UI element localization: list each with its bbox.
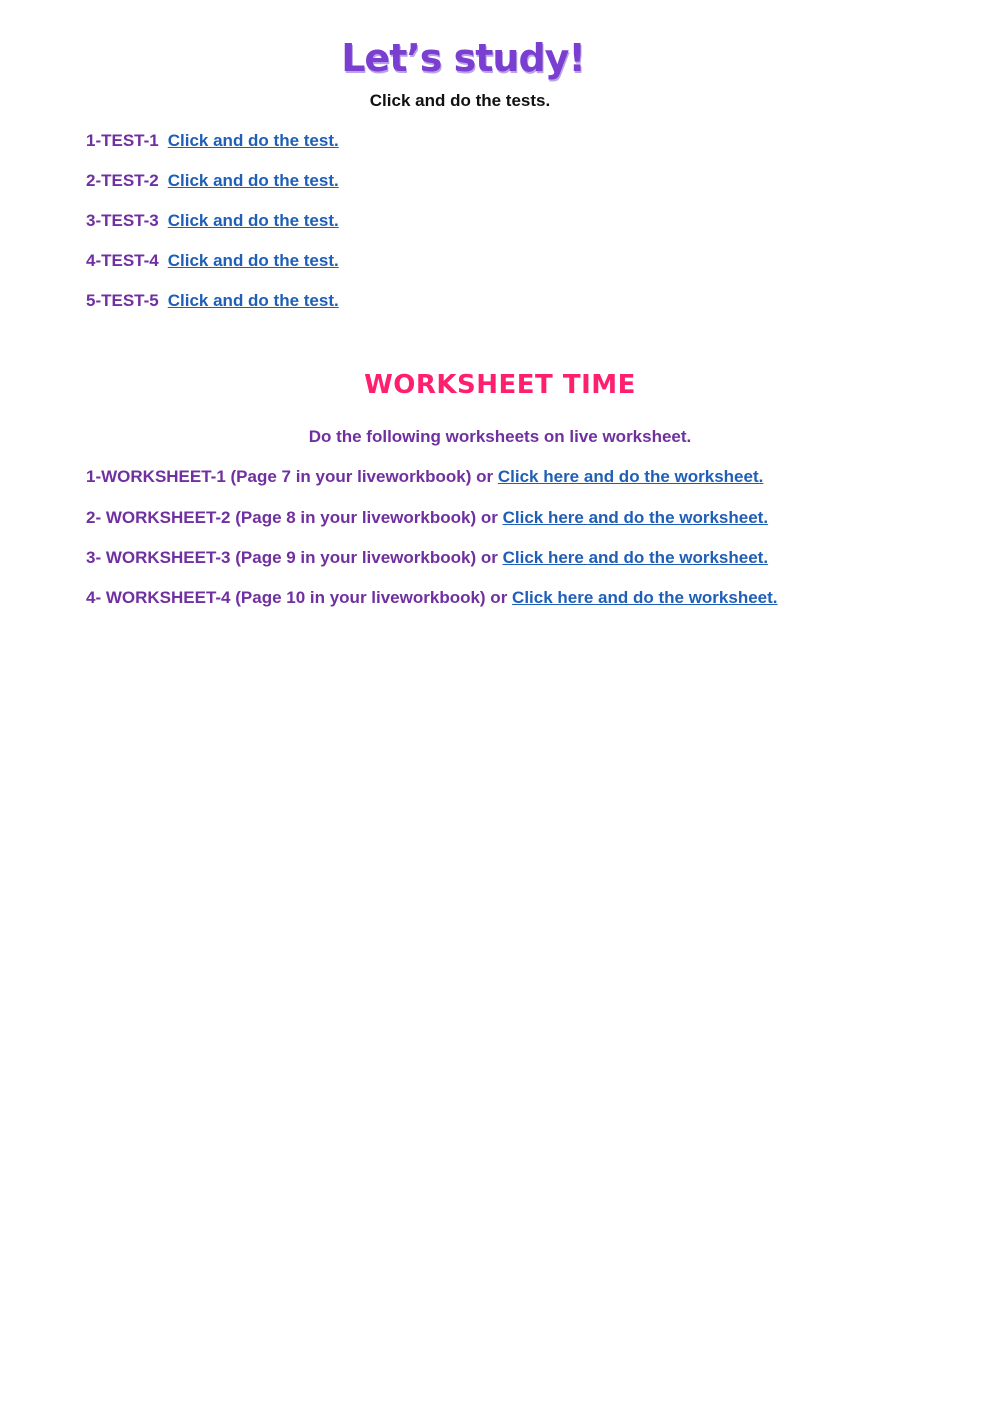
worksheet-row-3 <box>86 547 768 569</box>
test-label: 1-TEST-1 <box>86 131 159 150</box>
worksheet-row-2 <box>86 507 768 529</box>
worksheet-section-subtitle: Do the following worksheets on live worksheet. <box>308 427 692 446</box>
test-link-4[interactable]: Click and do the test. <box>167 251 339 270</box>
test-label: 4-TEST-4 <box>86 251 159 270</box>
worksheet-label: 1-WORKSHEET-1 (Page 7 in your liveworkbook) or <box>86 467 494 486</box>
worksheet-section-title: WORKSHEET TIME <box>364 370 636 400</box>
worksheet-row-4 <box>86 587 778 609</box>
test-label: 2-TEST-2 <box>86 171 159 190</box>
test-row-5 <box>86 290 339 312</box>
worksheet-row-1 <box>86 466 763 488</box>
test-row-4 <box>86 250 339 272</box>
worksheet-link-4[interactable]: Click here and do the worksheet. <box>512 588 778 607</box>
test-link-1[interactable]: Click and do the test. <box>167 131 339 150</box>
test-row-3 <box>86 210 339 232</box>
test-label: 3-TEST-3 <box>86 211 159 230</box>
test-link-2[interactable]: Click and do the test. <box>167 171 339 190</box>
worksheet-link-1[interactable]: Click here and do the worksheet. <box>497 467 764 486</box>
worksheet-link-3[interactable]: Click here and do the worksheet. <box>502 548 769 567</box>
worksheet-label: 2- WORKSHEET-2 (Page 8 in your liveworkbook) or <box>86 508 498 527</box>
page-title: Let’s study! <box>341 36 585 80</box>
worksheet-label: 4- WORKSHEET-4 (Page 10 in your liveworkbook) or <box>86 588 508 607</box>
worksheet-label: 3- WORKSHEET-3 (Page 9 in your liveworkbook) or <box>86 548 498 567</box>
test-label: 5-TEST-5 <box>86 291 159 310</box>
worksheet-link-2[interactable]: Click here and do the worksheet. <box>502 508 769 527</box>
test-link-3[interactable]: Click and do the test. <box>167 211 339 230</box>
page-subtitle: Click and do the tests. <box>369 91 551 110</box>
test-row-1 <box>86 130 339 152</box>
test-row-2 <box>86 170 339 192</box>
test-link-5[interactable]: Click and do the test. <box>167 291 339 310</box>
